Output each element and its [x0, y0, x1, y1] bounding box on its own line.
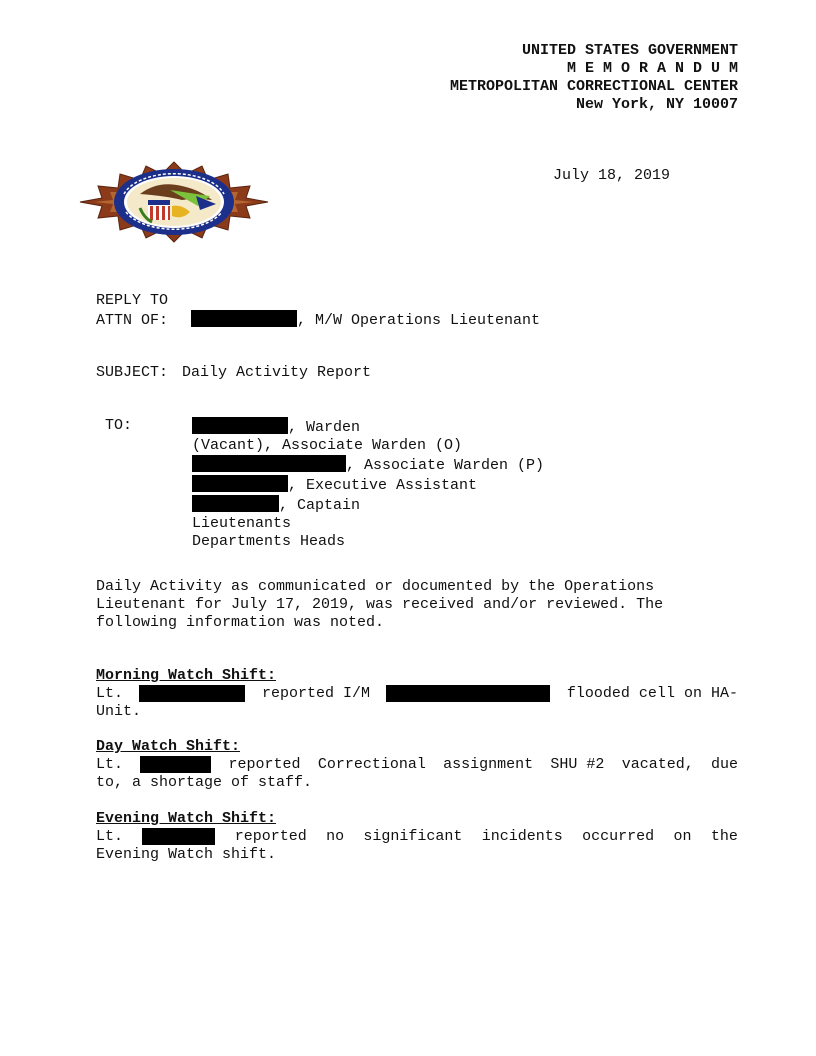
to-recipients	[192, 417, 544, 551]
reply-to-label: REPLY TO	[96, 292, 169, 309]
redaction	[386, 685, 550, 702]
redaction	[191, 310, 297, 327]
attn-of-title: , M/W Operations Lieutenant	[297, 312, 541, 329]
intro-paragraph: Daily Activity as communicated or documented by the Operations Lieutenant for July 17, 2019, was received and/or reviewed. The following information was noted.	[96, 578, 664, 631]
recipient-executive-assistant: , Executive Assistant	[192, 475, 544, 495]
day-watch-line: Lt. reported Correctional assignment SHU #2 vacated, due	[96, 756, 738, 773]
redaction	[192, 495, 279, 512]
subject-value: Daily Activity Report	[182, 364, 372, 381]
recipient-captain: , Captain	[192, 495, 544, 515]
header-institution: METROPOLITAN CORRECTIONAL CENTER	[449, 78, 738, 95]
header-government: UNITED STATES GOVERNMENT	[521, 42, 738, 59]
morning-watch-section: Morning Watch Shift: Lt. reported I/M flooded cell on HA- Unit.	[96, 667, 738, 720]
attn-of-label: ATTN OF:	[96, 312, 169, 329]
morning-watch-line: Lt. reported I/M flooded cell on HA-	[96, 685, 738, 702]
recipient-aw-programs: , Associate Warden (P)	[192, 455, 544, 475]
recipient-aw-operations: (Vacant), Associate Warden (O)	[192, 437, 463, 454]
recipient-warden: , Warden	[192, 417, 544, 437]
redaction	[192, 475, 288, 492]
subject-line	[96, 364, 371, 382]
header-address: New York, NY 10007	[575, 96, 738, 113]
redaction	[192, 417, 288, 434]
header-memorandum: M E M O R A N D U M	[566, 60, 738, 77]
evening-watch-line: Lt. reported no significant incidents occurred on the	[96, 828, 738, 845]
evening-watch-title: Evening Watch Shift:	[96, 810, 277, 827]
morning-watch-title: Morning Watch Shift:	[96, 667, 277, 684]
memo-date: July 18, 2019	[553, 167, 671, 184]
redaction	[192, 455, 346, 472]
attn-of-line	[96, 310, 540, 330]
agency-seal	[78, 160, 270, 250]
subject-label: SUBJECT:	[96, 364, 169, 381]
to-label: TO:	[105, 417, 133, 434]
day-watch-section: Day Watch Shift: Lt. reported Correctional assignment SHU #2 vacated, due to, a shortage of staff.	[96, 738, 738, 791]
doj-seal-icon	[78, 160, 270, 244]
recipient-lieutenants: Lieutenants	[192, 515, 292, 532]
evening-watch-section: Evening Watch Shift: Lt. reported no significant incidents occurred on the Evening Watch shift.	[96, 810, 738, 863]
day-watch-title: Day Watch Shift:	[96, 738, 241, 755]
redaction	[139, 685, 245, 702]
redaction	[140, 756, 211, 773]
reply-to-block	[96, 292, 540, 330]
recipient-department-heads: Departments Heads	[192, 533, 346, 550]
memo-header	[450, 42, 738, 114]
redaction	[142, 828, 215, 845]
